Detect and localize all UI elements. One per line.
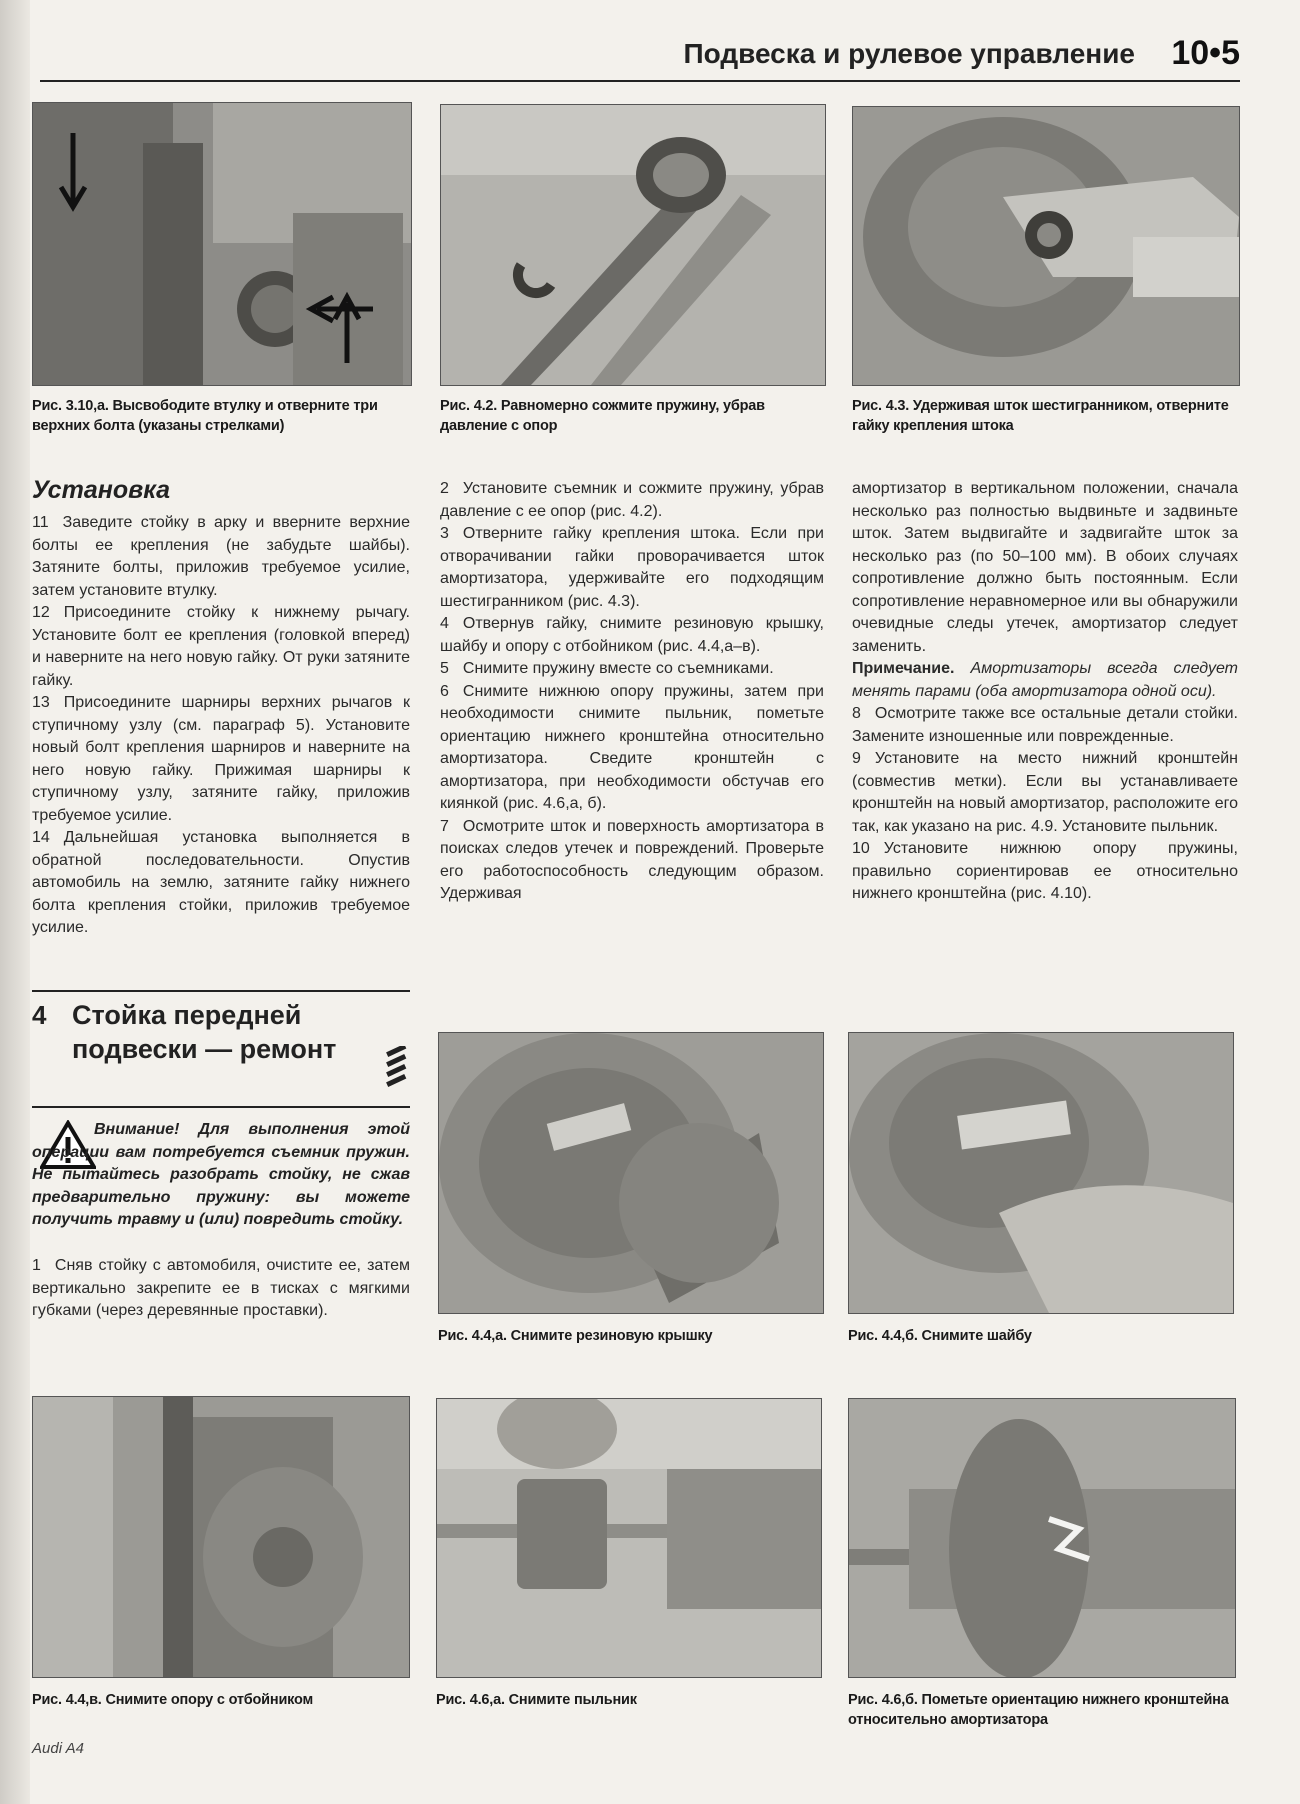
difficulty-wrench-icon	[383, 1046, 409, 1097]
paragraph-number: 4	[440, 615, 449, 632]
paragraph-text: Заведите стойку в арку и вверните верхние болты ее крепления (не забудьте шайбы). Затяните болты, приложив требуемое усилие, затем установите втулку.	[32, 514, 410, 599]
section-title: Стойка передней подвески — ремонт	[72, 1000, 337, 1064]
paragraph-text: Установите нижнюю опору пружины, правильно сориентировав ее относительно нижнего кронштейна (рис. 4.10).	[852, 840, 1238, 902]
photo-fig-4-3	[852, 106, 1240, 386]
installation-paragraph	[32, 512, 410, 602]
step-paragraph	[440, 816, 824, 906]
paragraph-text: Присоедините стойку к нижнему рычагу. Установите болт ее крепления (головкой вперед) и наверните на него новую гайку. От руки затяните гайку.	[32, 604, 410, 689]
paragraph-number: 7	[440, 817, 449, 835]
caption-fig-4-4a: Рис. 4.4,а. Снимите резиновую крышку	[438, 1328, 713, 1344]
installation-paragraph	[32, 827, 410, 940]
continuation-paragraph: амортизатор в вертикальном положении, сначала несколько раз полностью выдвиньте и задвиньте шток. Затем выдвигайте и задвигайте шток за несколько раз (по 50–100 мм). В обоих случаях сопротивление должно быть постоянным. Если сопротивление неравномерное или вы обнаружили очевидные следы утечек, амортизатор следует заменить.	[852, 480, 1238, 655]
paragraph-number: 9	[852, 750, 861, 767]
page-footer: Audi A4	[32, 1740, 84, 1757]
paragraph-number: 2	[440, 480, 449, 497]
caption-fig-4-4b: Рис. 4.4,б. Снимите шайбу	[848, 1328, 1032, 1344]
photo-fig-4-2	[440, 104, 826, 386]
step-paragraph	[852, 838, 1238, 906]
caption-fig-4-2: Рис. 4.2. Равномерно сожмите пружину, убрав давление с опор	[440, 398, 765, 434]
paragraph-number: 5	[440, 660, 449, 677]
paragraph-text: Отвернув гайку, снимите резиновую крышку, шайбу и опору с отбойником (рис. 4.4,а–в).	[440, 615, 824, 655]
photo-fig-3-10a	[32, 102, 412, 386]
caption-fig-3-10a: Рис. 3.10,а. Высвободите втулку и отверните три верхних болта (указаны стрелками)	[32, 398, 378, 434]
paragraph-number: 3	[440, 525, 449, 542]
paragraph-text: Установите съемник и сожмите пружину, убрав давление с ее опор (рис. 4.2).	[440, 480, 824, 520]
step-paragraph	[852, 748, 1238, 838]
paragraph-text: Осмотрите шток и поверхность амортизатора в поисках следов утечек и повреждений. Проверьте его работоспособность следующим образом. Удерживая	[440, 817, 824, 902]
warning-text: Внимание! Для выполнения этой операции вам потребуется съемник пружин. Не пытайтесь разобрать стойку, не сжав предварительно пружину: вы можете получить травму и (или) повредить стойку.	[32, 1121, 410, 1228]
photo-fig-4-4v	[32, 1396, 410, 1678]
paragraph-number: 14	[32, 829, 50, 846]
paragraph-number: 6	[440, 682, 449, 700]
paragraph-text: Установите на место нижний кронштейн (совместив метки). Если вы устанавливаете кронштейн на новый амортизатор, расположите его так, как указано на рис. 4.9. Установите пыльник.	[852, 750, 1239, 835]
paragraph-number: 8	[852, 705, 861, 722]
step-paragraph	[852, 703, 1238, 748]
section-step-1	[32, 1255, 410, 1323]
note-label: Примечание.	[852, 660, 955, 677]
paragraph-text: Дальнейшая установка выполняется в обратной последовательности. Опустив автомобиль на землю, затяните гайку нижнего болта крепления стойки, приложив требуемое усилие.	[32, 829, 410, 936]
paragraph-text: Снимите пружину вместе со съемниками.	[462, 660, 774, 677]
section-rule-top	[32, 990, 410, 992]
caption-fig-4-3: Рис. 4.3. Удерживая шток шестигранником, отверните гайку крепления штока	[852, 398, 1229, 434]
photo-fig-4-6a	[436, 1398, 822, 1678]
page-number: 10•5	[1171, 34, 1240, 72]
page-header	[40, 34, 1240, 82]
right-text-column	[852, 478, 1238, 906]
page-binding-shadow	[0, 0, 30, 1804]
step-paragraph	[440, 478, 824, 523]
section-rule-bottom	[32, 1106, 410, 1108]
middle-text-column	[440, 478, 824, 906]
paragraph-number: 1	[32, 1257, 41, 1274]
step-paragraph	[440, 681, 824, 816]
paragraph-number: 13	[32, 694, 50, 711]
installation-paragraph	[32, 602, 410, 692]
paragraph-number: 10	[852, 840, 870, 857]
step-paragraph	[440, 658, 824, 681]
photo-fig-4-4a	[438, 1032, 824, 1314]
note-paragraph	[852, 658, 1238, 703]
paragraph-number: 11	[32, 514, 49, 531]
step-paragraph	[440, 523, 824, 613]
caption-fig-4-6a: Рис. 4.6,а. Снимите пыльник	[436, 1692, 637, 1708]
paragraph-text: Отверните гайку крепления штока. Если при отворачивании гайки проворачивается шток амортизатора, удерживайте его подходящим шестигранником (рис. 4.3).	[440, 525, 824, 610]
installation-heading: Установка	[32, 476, 171, 504]
note-text: Амортизаторы всегда следует менять парами (оба амортизатора одной оси).	[852, 660, 1238, 700]
warning-block	[32, 1119, 410, 1232]
paragraph-text: Сняв стойку с автомобиля, очистите ее, затем вертикально закрепите ее в тисках с мягкими губками (через деревянные проставки).	[32, 1257, 410, 1319]
caption-fig-4-4v: Рис. 4.4,в. Снимите опору с отбойником	[32, 1692, 314, 1708]
paragraph-text: Снимите нижнюю опору пружины, затем при необходимости снимите пыльник, пометьте ориентацию нижнего кронштейна относительно амортизатора. Сведите кронштейн с амортизатора, при необходимости обстучав его киянкой (рис. 4.6,а, б).	[440, 682, 824, 812]
installation-paragraph	[32, 692, 410, 827]
installation-column	[32, 512, 410, 940]
paragraph-text: Осмотрите также все остальные детали стойки. Замените изношенные или поврежденные.	[852, 705, 1238, 745]
photo-fig-4-6b	[848, 1398, 1236, 1678]
paragraph-number: 12	[32, 604, 50, 621]
photo-fig-4-4b	[848, 1032, 1234, 1314]
section-header-title: Подвеска и рулевое управление	[683, 38, 1135, 69]
step-paragraph	[440, 613, 824, 658]
section-number: 4	[32, 1000, 47, 1030]
paragraph-text: Присоедините шарниры верхних рычагов к ступичному узлу (см. параграф 5). Установите новый болт крепления шарниров и наверните на него новую гайку. Прижимая шарниры к ступичному узлу, затяните гайку, приложив требуемое усилие.	[32, 694, 410, 824]
caption-fig-4-6b: Рис. 4.6,б. Пометьте ориентацию нижнего кронштейна относительно амортизатора	[848, 1692, 1229, 1728]
